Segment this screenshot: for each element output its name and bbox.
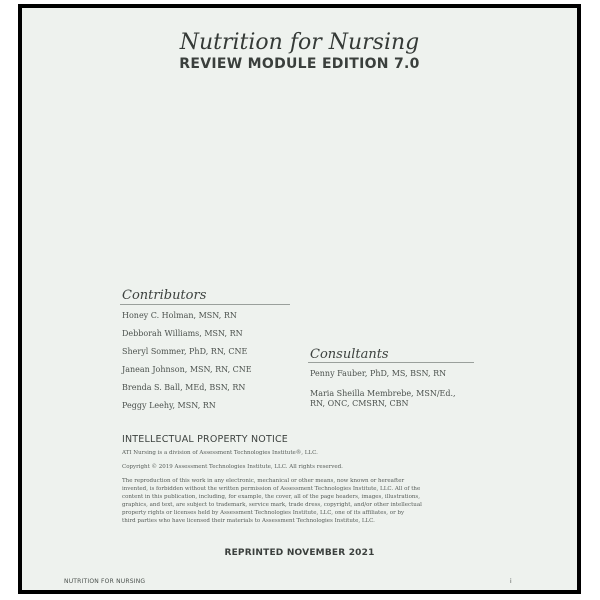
- ip-notice-body-line: third parties who have licensed their materials to Assessment Technologies Institute, LLC.: [122, 518, 375, 524]
- consultants-heading: Consultants: [310, 347, 389, 362]
- ip-notice-division: ATI Nursing is a division of Assessment Technologies Institute®, LLC.: [122, 450, 318, 456]
- ip-notice-copyright: Copyright © 2019 Assessment Technologies Institute, LLC. All rights reserved.: [122, 464, 343, 470]
- reprint-date: REPRINTED NOVEMBER 2021: [224, 548, 375, 558]
- consultant-name: Penny Fauber, PhD, MS, BSN, RN: [310, 369, 447, 378]
- contributors-heading: Contributors: [122, 288, 207, 303]
- ip-notice-body-line: property rights or licenses held by Assessment Technologies Institute, LLC, one of its affiliates, or by: [122, 510, 405, 516]
- page: [22, 8, 577, 590]
- consultant-credentials: RN, ONC, CMSRN, CBN: [310, 399, 409, 408]
- consultant-name: Maria Sheilla Membrebe, MSN/Ed.,: [310, 389, 456, 398]
- contributor-name: Janean Johnson, MSN, RN, CNE: [122, 365, 252, 374]
- footer-title: NUTRITION FOR NURSING: [64, 578, 146, 585]
- contributor-name: Honey C. Holman, MSN, RN: [122, 311, 237, 320]
- ip-notice-heading: INTELLECTUAL PROPERTY NOTICE: [122, 434, 289, 445]
- book-title: Nutrition for Nursing: [179, 30, 420, 55]
- contributor-name: Debborah Williams, MSN, RN: [122, 329, 243, 338]
- ip-notice-body-line: invented, is forbidden without the written permission of Assessment Technologies Institute, LLC. All of the: [122, 486, 421, 492]
- contributor-name: Peggy Leehy, MSN, RN: [122, 401, 216, 410]
- consultants-rule: [308, 362, 474, 363]
- book-edition: REVIEW MODULE EDITION 7.0: [179, 56, 420, 72]
- page-number: i: [510, 578, 512, 585]
- contributor-name: Sheryl Sommer, PhD, RN, CNE: [122, 347, 248, 356]
- contributors-rule: [120, 304, 290, 305]
- ip-notice-body-line: graphics, and text, are subject to trademark, service mark, trade dress, copyright, and/or other intellectual: [122, 502, 422, 508]
- contributor-name: Brenda S. Ball, MEd, BSN, RN: [122, 383, 246, 392]
- ip-notice-body-line: The reproduction of this work in any electronic, mechanical or other means, now known or hereafter: [122, 478, 405, 484]
- ip-notice-body-line: content in this publication, including, for example, the cover, all of the page headers, images, illustrations,: [122, 494, 420, 500]
